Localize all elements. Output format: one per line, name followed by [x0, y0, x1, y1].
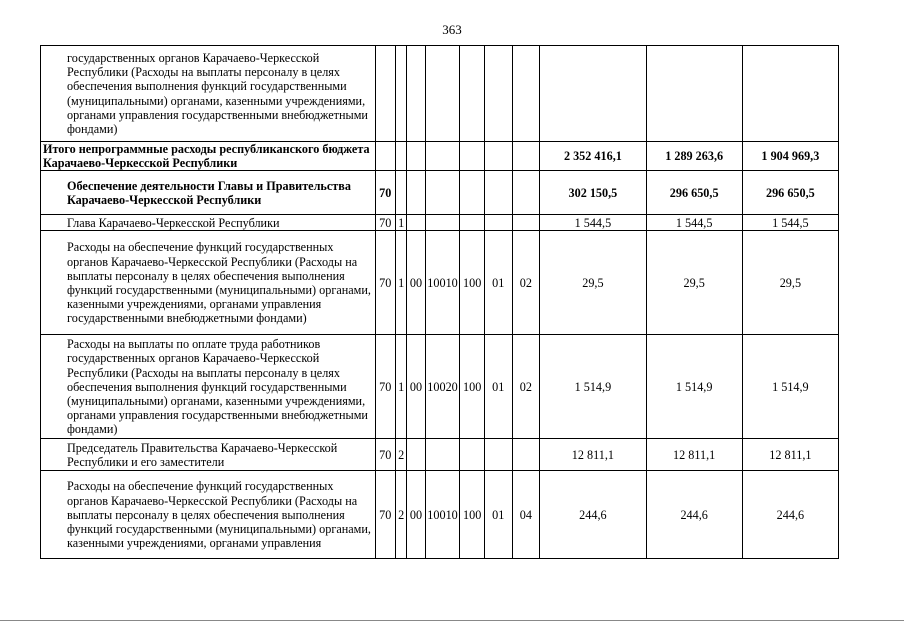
amount-year2: 296 650,5 — [646, 171, 742, 215]
code-expense-type — [460, 142, 485, 171]
amount-year1 — [540, 46, 646, 142]
code-expense-type — [460, 439, 485, 471]
amount-year2: 1 289 263,6 — [646, 142, 742, 171]
code-sub — [395, 142, 406, 171]
code-gr: 70 — [375, 335, 395, 439]
code-expense-type: 100 — [460, 471, 485, 559]
table-row — [41, 335, 839, 439]
table-row — [41, 142, 839, 171]
code-direction: 10010 — [425, 231, 460, 335]
code-section — [484, 171, 512, 215]
amount-year2: 244,6 — [646, 471, 742, 559]
row-name: Расходы на выплаты по оплате труда работников государственных органов Карачаево-Черкесской Республики (Расходы на выплаты персоналу в целях обеспечения выполнения функций государственными (муниципальными) органами, казенными учреждениями, органами управления государственными внебюджетными фондами) — [41, 335, 376, 439]
code-direction — [425, 142, 460, 171]
code-gr — [375, 46, 395, 142]
row-name: Расходы на обеспечение функций государственных органов Карачаево-Черкесской Республики (Расходы на выплаты персоналу в целях обеспечения выполнения функций государственными (муниципальными) органами, казенными учреждениями, органами управления — [41, 471, 376, 559]
table-row — [41, 46, 839, 142]
amount-year3: 244,6 — [742, 471, 838, 559]
page-number: 363 — [442, 22, 462, 37]
code-ext: 00 — [407, 335, 425, 439]
amount-year2: 1 544,5 — [646, 215, 742, 231]
code-ext — [407, 171, 425, 215]
code-gr: 70 — [375, 471, 395, 559]
amount-year1: 244,6 — [540, 471, 646, 559]
amount-year3: 1 544,5 — [742, 215, 838, 231]
code-ext — [407, 46, 425, 142]
table-row — [41, 231, 839, 335]
amount-year3: 1 904 969,3 — [742, 142, 838, 171]
amount-year1: 1 514,9 — [540, 335, 646, 439]
amount-year3 — [742, 46, 838, 142]
amount-year1: 2 352 416,1 — [540, 142, 646, 171]
amount-year3: 12 811,1 — [742, 439, 838, 471]
code-section: 01 — [484, 335, 512, 439]
code-sub: 2 — [395, 439, 406, 471]
code-expense-type — [460, 46, 485, 142]
code-sub: 1 — [395, 231, 406, 335]
code-subsection — [512, 439, 540, 471]
code-section — [484, 46, 512, 142]
code-gr — [375, 142, 395, 171]
code-subsection: 04 — [512, 471, 540, 559]
amount-year3: 29,5 — [742, 231, 838, 335]
code-section: 01 — [484, 471, 512, 559]
row-name: государственных органов Карачаево-Черкесской Республики (Расходы на выплаты персоналу в целях обеспечения выполнения функций государственными (муниципальными) органами, казенными учреждениями, органами управления государственными внебюджетными фондами) — [41, 46, 376, 142]
row-name: Итого непрограммные расходы республиканского бюджета Карачаево-Черкесской Республики — [41, 142, 376, 171]
code-expense-type — [460, 215, 485, 231]
amount-year2: 1 514,9 — [646, 335, 742, 439]
table-row — [41, 171, 839, 215]
code-ext — [407, 215, 425, 231]
code-subsection — [512, 142, 540, 171]
amount-year2: 12 811,1 — [646, 439, 742, 471]
code-subsection: 02 — [512, 231, 540, 335]
code-direction — [425, 171, 460, 215]
code-sub: 1 — [395, 335, 406, 439]
table-row — [41, 471, 839, 559]
table-row — [41, 215, 839, 231]
amount-year2 — [646, 46, 742, 142]
code-expense-type — [460, 171, 485, 215]
row-name: Обеспечение деятельности Главы и Правительства Карачаево-Черкесской Республики — [41, 171, 376, 215]
code-direction — [425, 46, 460, 142]
row-name: Глава Карачаево-Черкесской Республики — [41, 215, 376, 231]
amount-year3: 296 650,5 — [742, 171, 838, 215]
row-name: Расходы на обеспечение функций государственных органов Карачаево-Черкесской Республики (Расходы на выплаты персоналу в целях обеспечения выполнения функций государственными (муниципальными) органами, казенными учреждениями, органами управления государственными внебюджетными фондами) — [41, 231, 376, 335]
amount-year1: 302 150,5 — [540, 171, 646, 215]
code-sub: 1 — [395, 215, 406, 231]
code-subsection — [512, 46, 540, 142]
code-section — [484, 439, 512, 471]
code-direction — [425, 215, 460, 231]
amount-year1: 1 544,5 — [540, 215, 646, 231]
code-gr: 70 — [375, 439, 395, 471]
budget-table — [40, 45, 839, 559]
row-name: Председатель Правительства Карачаево-Черкесской Республики и его заместители — [41, 439, 376, 471]
code-gr: 70 — [375, 215, 395, 231]
code-sub: 2 — [395, 471, 406, 559]
code-ext: 00 — [407, 231, 425, 335]
code-direction — [425, 439, 460, 471]
code-gr: 70 — [375, 171, 395, 215]
code-subsection — [512, 215, 540, 231]
code-sub — [395, 171, 406, 215]
amount-year1: 29,5 — [540, 231, 646, 335]
code-section — [484, 215, 512, 231]
amount-year1: 12 811,1 — [540, 439, 646, 471]
code-expense-type: 100 — [460, 335, 485, 439]
table-row — [41, 439, 839, 471]
code-direction: 10010 — [425, 471, 460, 559]
code-ext — [407, 439, 425, 471]
amount-year3: 1 514,9 — [742, 335, 838, 439]
scan-edge-line — [0, 620, 904, 621]
code-direction: 10020 — [425, 335, 460, 439]
code-expense-type: 100 — [460, 231, 485, 335]
code-sub — [395, 46, 406, 142]
code-ext — [407, 142, 425, 171]
amount-year2: 29,5 — [646, 231, 742, 335]
code-subsection — [512, 171, 540, 215]
code-ext: 00 — [407, 471, 425, 559]
code-section — [484, 142, 512, 171]
code-section: 01 — [484, 231, 512, 335]
code-subsection: 02 — [512, 335, 540, 439]
code-gr: 70 — [375, 231, 395, 335]
